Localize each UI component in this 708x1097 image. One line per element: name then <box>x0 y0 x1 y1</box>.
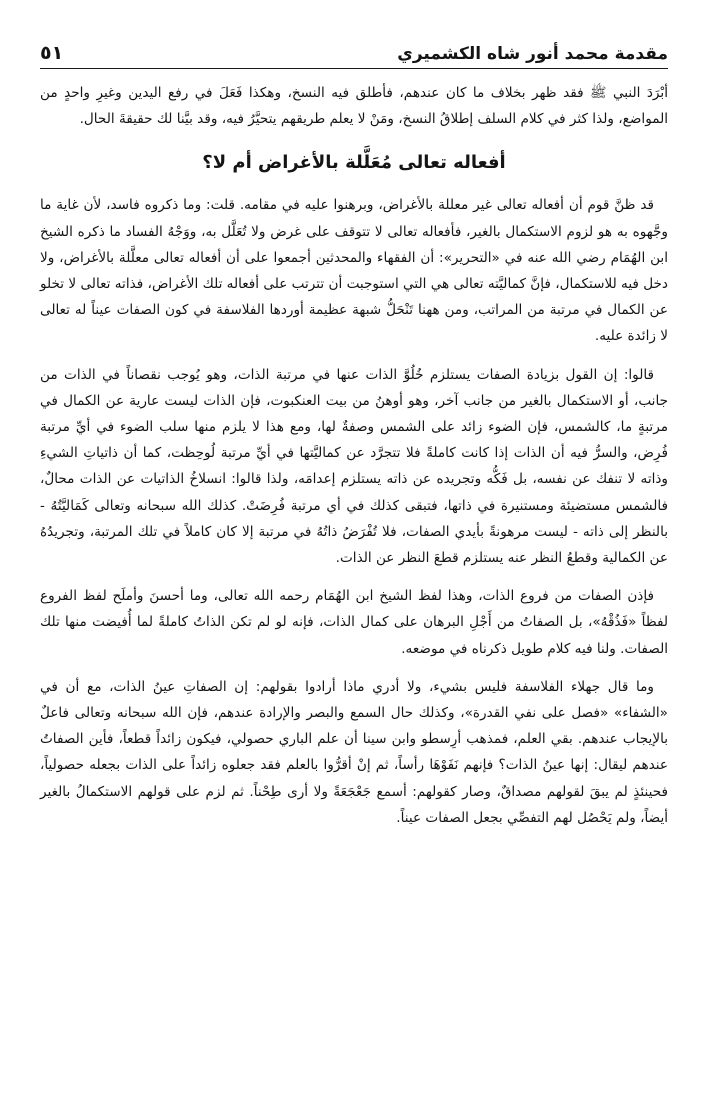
paragraph-continuation: أبْرَدَ النبي ﷺ فقد ظهر بخلاف ما كان عندهم، فأطلق فيه النسخ، وهكذا فَعَلَ في رفع اليدين وغيرِ واحدٍ من المواضع، ولذا كثر في كلام السلف إطلاقُ النسخ، ومَنْ لا يعلم طريقهم يتحيَّرُ فيه، وقد بيَّنا لك حقيقةَ الحال. <box>40 85 668 128</box>
page-header <box>40 30 668 64</box>
page-body <box>40 80 668 831</box>
running-title: مقدمة محمد أنور شاه الكشميري <box>397 44 668 64</box>
section-heading: أفعاله تعالى مُعَلَّلة بالأغراض أم لا؟ <box>202 152 506 174</box>
paragraph-3: فإذن الصفات من فروع الذات، وهذا لفظ الشيخ ابن الهُمَام رحمه الله تعالى، وما أحسنَ وأملَح لفظ الفروع لفظاً «فَذُقْهُ»، بل الصفاتُ من أَجْلِ البرهان على كمال الذات، فإنه لو لم تكن الذاتُ كاملةً لما أُفيضت منها تلك الصفات. ولنا فيه كلام طويل ذكرناه في موضعه. <box>40 588 668 657</box>
header-rule <box>40 68 668 69</box>
paragraph-4: وما قال جهلاء الفلاسفة فليس بشيء، ولا أدري ماذا أرادوا بقولهم: إن الصفاتِ عينُ الذات، مع أن في «الشفاء» «فصل على نفي القدرة»، وكذلك حال السمع والبصر والإرادة عندهم، فإن الله سبحانه وتعالى فاعلٌ بالإيجاب عندهم. بقي العلم، فمذهب أرِسطو وابن سينا أن علم الباري حصولي، فيكون زائداً قطعاً، فأين الصفاتُ عندهم ليقال: إنها عينُ الذات؟ فإنهم نَفَوْهَا رأساً، ثم إنْ أقرُّوا بالعلم فقد جعلوه زائداً على الذات بجعله حصولياً، فحينئذٍ لم يبقَ لقولهم مصداقٌ، وصار كقولهم: أسمع جَعْجَعَةً ولا أرى طِحْناً. ثم لزم على قولهم الاستكمالُ بالغير أيضاً، ولم يَحْصُل لهم التفصِّي بجعل الصفات عيناً. <box>40 678 668 826</box>
paragraph-2: قالوا: إن القول بزيادة الصفات يستلزم خُلُوَّ الذات عنها في مرتبة الذات، وهو يُوجب نقصاناً في الذات من جانب، أو الاستكمال بالغير من جانب آخر، وهو أوهنُ من بيت العنكبوت، فإن الذات ليست عارية عن الكمال في مرتبةٍ ما، كالشمس، فإن الضوء زائد على الشمس وصفةٌ لها، ومع هذا لا يلزم منها سلب الضوء في أيِّ مرتبة فُرِض، والسرُّ فيه أن الذات إذا كانت كاملةً فلا تتجرَّد عن كماليَّتها في أيِّ مرتبة لُوحِظت، كما أن ذاتياتِ الشيءِ وذاته لا تنفك عن نفسه، بل فَكُّه وتجريده عن ذاته يستلزم إعدامَه، ولذا قالوا: انسلاخُ الذاتيات عن الذات محالٌ، فالشمس مستضيئة ومستنيرة في ذاتها، فتبقى كذلك في أي مرتبة فُرِضَتْ. كذلك الله سبحانه وتعالى كَمَاليَّتُهُ - بالنظر إلى ذاته - ليست مرهونةً بأيدي الصفات، فلا تُفْرَضُ ذاتُهُ في مرتبة إلا كان كاملاً في تلك المرتبة، وتجريدُهُ عن الكمالية وقطعُ النظر عنه يستلزم قطعَ النظر عن الذات. <box>40 366 668 567</box>
paragraph-1: قد ظنَّ قوم أن أفعاله تعالى غير معللة بالأغراض، وبرهنوا عليه في مقامه. قلت: وما ذكروه فاسد، لأن غاية ما وجَّهوه به هو لزوم الاستكمال بالغير، فأفعاله تعالى لا تتوقف على غرض ولا تُعَلَّل به، ووَجْهُ الفساد ما ذكره الشيخ ابن الهُمَام رضي الله عنه في «التحرير»: أن الفقهاء والمحدثين أجمعوا على أن أفعاله تعالى معلَّلة بالأغراض، ولا دخل فيه للاستكمال، فإنَّ كماليَّته تعالى هي التي استوجبت أن تترتب على أفعاله تلك الأغراض، فذاته تعالى لا تخلو عن الكمال في مرتبة من المراتب، ومن ههنا تَنْحَلُّ شبهة عظيمة أوردها الفلاسفة في كون الصفات عيناً له تعالى لا زائدة عليه. <box>40 197 668 345</box>
page-number: ٥١ <box>40 42 64 64</box>
